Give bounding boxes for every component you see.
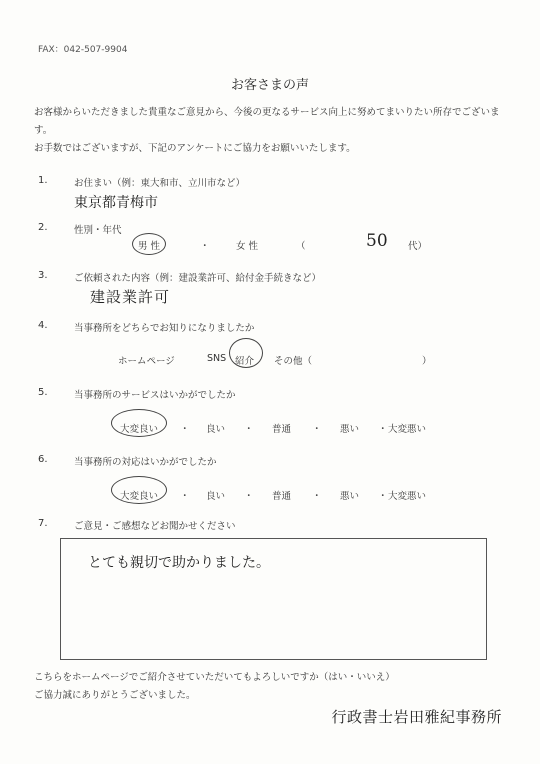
option-referral: 紹介 — [235, 356, 255, 367]
rating-very-good: 大変良い — [120, 424, 159, 435]
fax-number: FAX：042-507-9904 — [38, 45, 128, 55]
question-number-6: 6. — [38, 454, 48, 465]
option-homepage: ホームページ — [118, 356, 175, 367]
rating-very-bad: 大変悪い — [388, 424, 427, 435]
intro-line-1: お客様からいただきました貴重なご意見から、今後の更なるサービス向上に努めてまいりたい所存でございま — [34, 107, 500, 118]
consent-question: こちらをホームページでご紹介させていただいてもよろしいですか（はい・いいえ） — [34, 672, 395, 683]
page-title: お客さまの声 — [230, 78, 309, 93]
answer-comment: とても親切で助かりました。 — [88, 555, 270, 571]
question-text-3: ご依頼された内容（例：建設業許可、給付金手続きなど） — [74, 273, 322, 284]
answer-residence: 東京都青梅市 — [74, 195, 158, 211]
question-text-4: 当事務所をどちらでお知りになりましたか — [74, 323, 255, 334]
thank-you-message: ご協力誠にありがとうございました。 — [34, 690, 196, 701]
question-number-1: 1. — [38, 175, 48, 186]
age-paren-open: （ — [296, 241, 306, 252]
question-text-7: ご意見・ご感想などお聞かせください — [74, 521, 236, 532]
question-text-1: お住まい（例：東大和市、立川市など） — [74, 178, 246, 189]
question-number-5: 5. — [38, 387, 48, 398]
question-number-2: 2. — [38, 222, 48, 233]
rating-separator: ・ — [244, 491, 254, 502]
question-text-6: 当事務所の対応はいかがでしたか — [74, 457, 217, 468]
rating-separator: ・ — [244, 424, 254, 435]
separator-dot: ・ — [200, 241, 210, 252]
answer-age: 50 — [366, 231, 388, 251]
rating-very-good: 大変良い — [120, 491, 159, 502]
option-sns: SNS — [207, 353, 227, 364]
rating-separator: ・ — [378, 424, 388, 435]
rating-bad: 悪い — [340, 424, 360, 435]
question-number-3: 3. — [38, 270, 48, 281]
question-number-7: 7. — [38, 518, 48, 529]
rating-very-bad: 大変悪い — [388, 491, 427, 502]
rating-good: 良い — [206, 424, 226, 435]
rating-separator: ・ — [312, 424, 322, 435]
option-female: 女 性 — [236, 241, 259, 252]
option-male: 男 性 — [138, 241, 161, 252]
answer-request: 建設業許可 — [90, 288, 171, 306]
rating-separator: ・ — [180, 424, 190, 435]
office-name: 行政書士岩田雅紀事務所 — [331, 708, 502, 726]
intro-line-3: お手数ではございますが、下記のアンケートにご協力をお願いいたします。 — [34, 143, 356, 154]
rating-bad: 悪い — [340, 491, 360, 502]
option-other: その他（ — [274, 356, 313, 367]
question-text-5: 当事務所のサービスはいかがでしたか — [74, 390, 236, 401]
rating-good: 良い — [206, 491, 226, 502]
rating-average: 普通 — [272, 491, 292, 502]
question-number-4: 4. — [38, 320, 48, 331]
rating-separator: ・ — [180, 491, 190, 502]
age-suffix: 代） — [408, 241, 428, 252]
rating-average: 普通 — [272, 424, 292, 435]
intro-line-2: す。 — [34, 125, 53, 136]
option-other-close: ） — [422, 356, 432, 367]
rating-separator: ・ — [378, 491, 388, 502]
question-text-2: 性別・年代 — [74, 225, 122, 236]
rating-separator: ・ — [312, 491, 322, 502]
